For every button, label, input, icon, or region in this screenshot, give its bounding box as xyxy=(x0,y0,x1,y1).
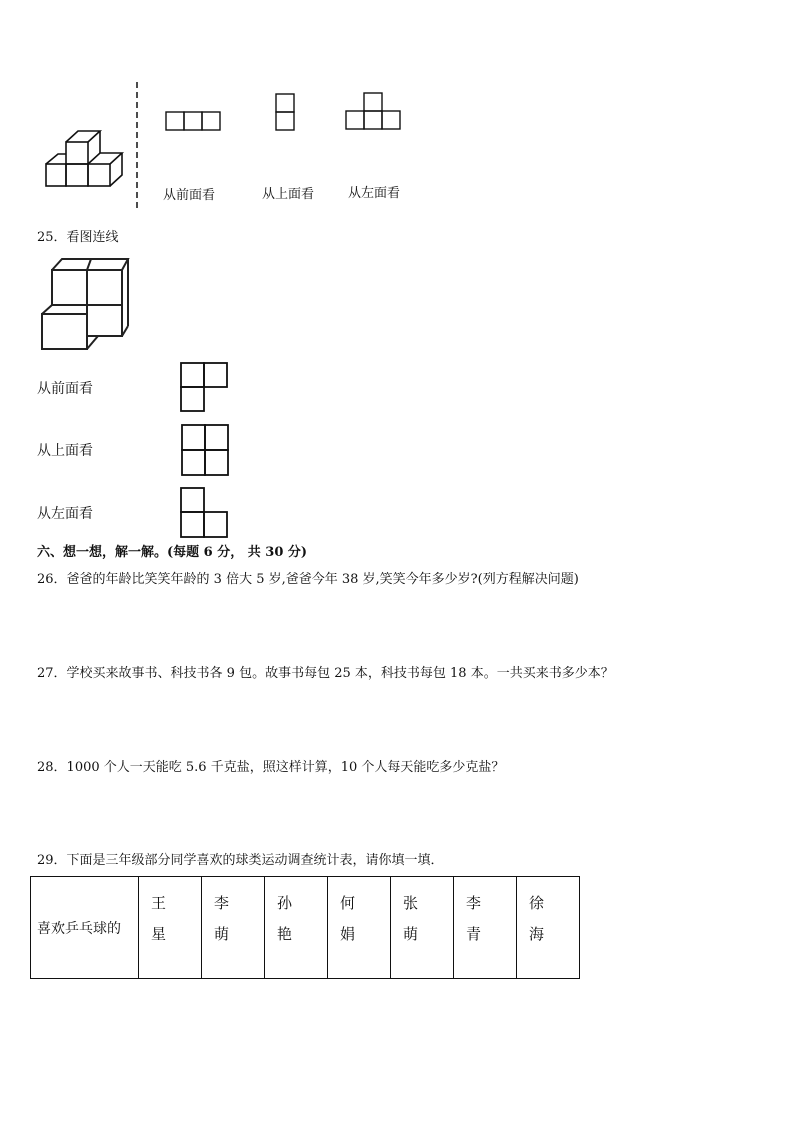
name-char: 萌 xyxy=(214,925,230,943)
q29-survey-table xyxy=(30,876,580,979)
name-cell xyxy=(391,877,454,979)
name-char: 海 xyxy=(529,925,545,943)
table-row-header: 喜欢乒乓球的 xyxy=(31,877,139,979)
name-char: 张 xyxy=(403,894,419,912)
table-row xyxy=(31,877,580,979)
q25-cube-figure xyxy=(38,256,130,352)
question-26: 26．爸爸的年龄比笑笑年龄的 3 倍大 5 岁,爸爸今年 38 岁,笑笑今年多少岁?(列方程解决问题) xyxy=(37,572,579,587)
q24-label-top: 从上面看 xyxy=(262,187,315,202)
q25-title: 25．看图连线 xyxy=(37,230,119,245)
q24-front-view-squares xyxy=(165,111,221,131)
name-char: 王 xyxy=(151,894,167,912)
q24-label-left: 从左面看 xyxy=(348,186,401,201)
q25-view-option-c[interactable] xyxy=(180,487,228,538)
name-char: 青 xyxy=(466,925,482,943)
q24-dashed-divider xyxy=(134,82,140,212)
q25-label-left: 从左面看 xyxy=(37,506,93,522)
name-char: 李 xyxy=(214,894,230,912)
q24-top-view-squares xyxy=(275,93,295,131)
q25-label-top: 从上面看 xyxy=(37,443,93,459)
name-char: 星 xyxy=(151,925,167,943)
q24-cube-stack-figure xyxy=(44,128,126,190)
name-char: 娟 xyxy=(340,925,356,943)
q25-view-option-a[interactable] xyxy=(180,362,228,412)
q24-left-view-squares xyxy=(345,92,401,130)
name-cell xyxy=(328,877,391,979)
name-char: 何 xyxy=(340,894,356,912)
name-char: 李 xyxy=(466,894,482,912)
name-char: 萌 xyxy=(403,925,419,943)
name-char: 徐 xyxy=(529,894,545,912)
question-27: 27．学校买来故事书、科技书各 9 包。故事书每包 25 本，科技书每包 18 本。一共买来书多少本？ xyxy=(37,666,614,681)
q25-label-front: 从前面看 xyxy=(37,381,93,397)
name-cell xyxy=(517,877,580,979)
question-29: 29．下面是三年级部分同学喜欢的球类运动调查统计表，请你填一填． xyxy=(37,853,444,868)
section-6-heading: 六、想一想，解一解。(每题 6 分， 共 30 分) xyxy=(37,545,308,560)
q24-label-front: 从前面看 xyxy=(163,188,216,203)
name-char: 艳 xyxy=(277,925,293,943)
name-cell xyxy=(265,877,328,979)
question-28: 28．1000 个人一天能吃 5.6 千克盐，照这样计算，10 个人每天能吃多少克盐？ xyxy=(37,760,505,775)
name-cell xyxy=(454,877,517,979)
name-char: 孙 xyxy=(277,894,293,912)
name-cell xyxy=(139,877,202,979)
q25-view-option-b[interactable] xyxy=(181,424,229,476)
name-cell xyxy=(202,877,265,979)
